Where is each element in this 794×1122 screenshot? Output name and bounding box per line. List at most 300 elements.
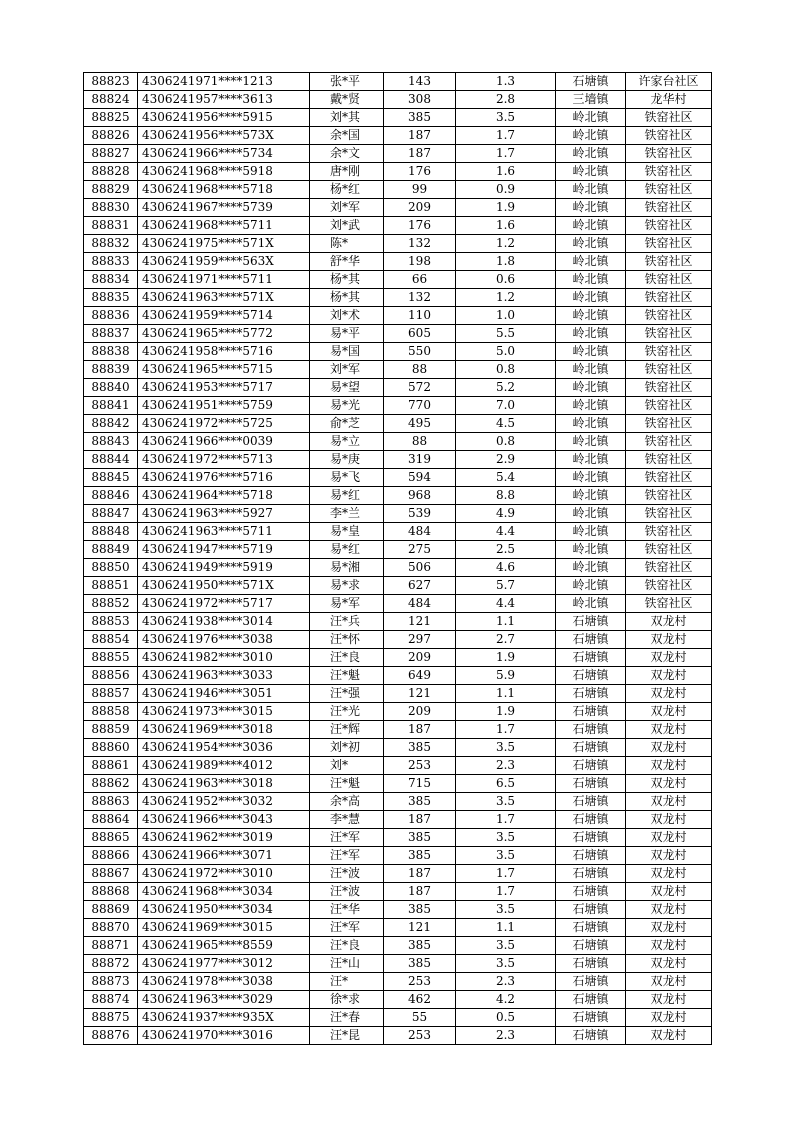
amount-cell: 198 [384,253,456,271]
name-text: 易*湘 [330,560,361,574]
town-cell: 石塘镇 [556,631,626,649]
id-number-cell: 4306241976****5716 [138,469,310,487]
town-cell: 岭北镇 [556,361,626,379]
row-id-cell: 88865 [84,829,138,847]
name-text: 易*国 [330,344,361,358]
row-id-cell: 88850 [84,559,138,577]
table-row [84,919,712,937]
village-cell: 铁窑社区 [626,523,712,541]
table-row [84,1009,712,1027]
name-text: 易*红 [330,542,361,556]
amount-cell: 462 [384,991,456,1009]
name-text: 刘*其 [330,110,361,124]
name-cell [310,973,384,991]
table-row [84,163,712,181]
table-row [84,541,712,559]
row-id-cell: 88826 [84,127,138,145]
name-cell [310,541,384,559]
town-cell: 岭北镇 [556,235,626,253]
area-cell: 3.5 [456,829,556,847]
town-cell: 岭北镇 [556,163,626,181]
village-cell: 双龙村 [626,955,712,973]
table-row [84,829,712,847]
table-row [84,487,712,505]
name-text: 刘*军 [330,200,361,214]
row-id-cell: 88827 [84,145,138,163]
name-cell [310,613,384,631]
area-cell: 1.2 [456,289,556,307]
village-cell: 双龙村 [626,703,712,721]
town-cell: 石塘镇 [556,865,626,883]
town-cell: 岭北镇 [556,109,626,127]
village-cell: 铁窑社区 [626,397,712,415]
row-id-cell: 88832 [84,235,138,253]
name-cell [310,559,384,577]
area-cell: 2.3 [456,973,556,991]
village-cell: 双龙村 [626,865,712,883]
table-row [84,181,712,199]
id-number-cell: 4306241978****3038 [138,973,310,991]
id-number-cell: 4306241982****3010 [138,649,310,667]
amount-cell: 187 [384,145,456,163]
row-id-cell: 88835 [84,289,138,307]
row-id-cell: 88853 [84,613,138,631]
table-row [84,127,712,145]
table-row [84,685,712,703]
id-number-cell: 4306241965****5715 [138,361,310,379]
village-cell: 双龙村 [626,901,712,919]
name-cell [310,901,384,919]
id-number-cell: 4306241949****5919 [138,559,310,577]
name-cell [310,919,384,937]
area-cell: 8.8 [456,487,556,505]
amount-cell: 132 [384,289,456,307]
id-number-cell: 4306241969****3018 [138,721,310,739]
village-cell: 铁窑社区 [626,217,712,235]
id-number-cell: 4306241954****3036 [138,739,310,757]
name-text: 李*慧 [330,812,361,826]
amount-cell: 55 [384,1009,456,1027]
town-cell: 岭北镇 [556,541,626,559]
table-row [84,235,712,253]
name-cell [310,595,384,613]
id-number-cell: 4306241957****3613 [138,91,310,109]
id-number-cell: 4306241963****571X [138,289,310,307]
amount-cell: 176 [384,163,456,181]
row-id-cell: 88851 [84,577,138,595]
amount-cell: 385 [384,793,456,811]
town-cell: 石塘镇 [556,847,626,865]
name-cell [310,253,384,271]
amount-cell: 506 [384,559,456,577]
village-cell: 双龙村 [626,811,712,829]
amount-cell: 253 [384,973,456,991]
amount-cell: 121 [384,613,456,631]
village-cell: 铁窑社区 [626,559,712,577]
town-cell: 岭北镇 [556,397,626,415]
amount-cell: 495 [384,415,456,433]
row-id-cell: 88830 [84,199,138,217]
town-cell: 岭北镇 [556,379,626,397]
town-cell: 岭北镇 [556,469,626,487]
area-cell: 0.9 [456,181,556,199]
area-cell: 1.3 [456,73,556,91]
amount-cell: 99 [384,181,456,199]
town-cell: 石塘镇 [556,793,626,811]
name-cell [310,775,384,793]
name-text: 汪*波 [330,884,361,898]
table-row [84,955,712,973]
area-cell: 4.6 [456,559,556,577]
table-row [84,667,712,685]
name-cell [310,289,384,307]
table-row [84,415,712,433]
village-cell: 许家台社区 [626,73,712,91]
amount-cell: 187 [384,811,456,829]
town-cell: 石塘镇 [556,775,626,793]
name-text: 俞*芝 [330,416,361,430]
village-cell: 铁窑社区 [626,469,712,487]
table-row [84,145,712,163]
amount-cell: 110 [384,307,456,325]
row-id-cell: 88873 [84,973,138,991]
name-text: 汪*良 [330,938,361,952]
name-text: 杨*其 [330,290,361,304]
table-row [84,433,712,451]
name-cell [310,829,384,847]
amount-cell: 66 [384,271,456,289]
table-row [84,721,712,739]
town-cell: 石塘镇 [556,973,626,991]
name-cell [310,937,384,955]
table-row [84,451,712,469]
table-row [84,109,712,127]
amount-cell: 143 [384,73,456,91]
town-cell: 岭北镇 [556,343,626,361]
area-cell: 1.1 [456,685,556,703]
name-cell [310,181,384,199]
table-row [84,505,712,523]
table-row [84,847,712,865]
row-id-cell: 88857 [84,685,138,703]
id-number-cell: 4306241972****5717 [138,595,310,613]
amount-cell: 484 [384,523,456,541]
row-id-cell: 88861 [84,757,138,775]
name-text: 易*皇 [330,524,361,538]
table-row [84,523,712,541]
row-id-cell: 88834 [84,271,138,289]
table-row [84,325,712,343]
row-id-cell: 88872 [84,955,138,973]
name-text: 戴*贤 [330,92,361,106]
id-number-cell: 4306241969****3015 [138,919,310,937]
name-cell [310,343,384,361]
id-number-cell: 4306241968****3034 [138,883,310,901]
name-text: 余*文 [330,146,361,160]
id-number-cell: 4306241963****3018 [138,775,310,793]
id-number-cell: 4306241956****573X [138,127,310,145]
table-row [84,559,712,577]
village-cell: 铁窑社区 [626,361,712,379]
name-text: 陈* [330,236,349,250]
name-cell [310,649,384,667]
village-cell: 铁窑社区 [626,181,712,199]
amount-cell: 319 [384,451,456,469]
town-cell: 岭北镇 [556,523,626,541]
amount-cell: 385 [384,955,456,973]
table-row [84,469,712,487]
amount-cell: 484 [384,595,456,613]
name-cell [310,523,384,541]
name-cell [310,685,384,703]
area-cell: 3.5 [456,937,556,955]
area-cell: 1.7 [456,721,556,739]
name-text: 易*光 [330,398,361,412]
amount-cell: 253 [384,757,456,775]
amount-cell: 605 [384,325,456,343]
town-cell: 岭北镇 [556,307,626,325]
name-text: 汪*怀 [330,632,361,646]
area-cell: 4.9 [456,505,556,523]
area-cell: 2.3 [456,1027,556,1045]
table-row [84,883,712,901]
area-cell: 3.5 [456,739,556,757]
area-cell: 1.7 [456,811,556,829]
row-id-cell: 88866 [84,847,138,865]
id-number-cell: 4306241953****5717 [138,379,310,397]
amount-cell: 88 [384,433,456,451]
area-cell: 3.5 [456,847,556,865]
row-id-cell: 88844 [84,451,138,469]
town-cell: 岭北镇 [556,199,626,217]
town-cell: 三墙镇 [556,91,626,109]
name-text: 易*望 [330,380,361,394]
id-number-cell: 4306241971****1213 [138,73,310,91]
name-cell [310,1009,384,1027]
id-number-cell: 4306241963****5927 [138,505,310,523]
village-cell: 铁窑社区 [626,487,712,505]
name-text: 汪*军 [330,830,361,844]
amount-cell: 572 [384,379,456,397]
table-row [84,865,712,883]
row-id-cell: 88874 [84,991,138,1009]
village-cell: 铁窑社区 [626,541,712,559]
area-cell: 6.5 [456,775,556,793]
id-number-cell: 4306241970****3016 [138,1027,310,1045]
name-text: 汪*昆 [330,1028,361,1042]
name-cell [310,91,384,109]
town-cell: 石塘镇 [556,811,626,829]
amount-cell: 253 [384,1027,456,1045]
village-cell: 双龙村 [626,847,712,865]
town-cell: 岭北镇 [556,289,626,307]
name-text: 汪*波 [330,866,361,880]
name-text: 汪*兵 [330,614,361,628]
row-id-cell: 88838 [84,343,138,361]
village-cell: 铁窑社区 [626,379,712,397]
village-cell: 铁窑社区 [626,415,712,433]
id-number-cell: 4306241958****5716 [138,343,310,361]
row-id-cell: 88860 [84,739,138,757]
id-number-cell: 4306241964****5718 [138,487,310,505]
area-cell: 7.0 [456,397,556,415]
id-number-cell: 4306241966****3071 [138,847,310,865]
name-text: 易*立 [330,434,361,448]
village-cell: 双龙村 [626,937,712,955]
village-cell: 双龙村 [626,991,712,1009]
row-id-cell: 88849 [84,541,138,559]
village-cell: 铁窑社区 [626,325,712,343]
village-cell: 双龙村 [626,649,712,667]
village-cell: 铁窑社区 [626,289,712,307]
name-cell [310,505,384,523]
id-number-cell: 4306241965****5772 [138,325,310,343]
amount-cell: 649 [384,667,456,685]
name-text: 汪*春 [330,1010,361,1024]
name-text: 易*飞 [330,470,361,484]
town-cell: 岭北镇 [556,217,626,235]
id-number-cell: 4306241951****5759 [138,397,310,415]
name-text: 汪* [330,974,349,988]
id-number-cell: 4306241968****5711 [138,217,310,235]
row-id-cell: 88843 [84,433,138,451]
amount-cell: 385 [384,829,456,847]
amount-cell: 121 [384,919,456,937]
id-number-cell: 4306241966****0039 [138,433,310,451]
amount-cell: 385 [384,847,456,865]
town-cell: 岭北镇 [556,577,626,595]
amount-cell: 209 [384,703,456,721]
id-number-cell: 4306241966****3043 [138,811,310,829]
row-id-cell: 88846 [84,487,138,505]
village-cell: 铁窑社区 [626,163,712,181]
id-number-cell: 4306241938****3014 [138,613,310,631]
area-cell: 0.6 [456,271,556,289]
name-text: 易*庚 [330,452,361,466]
name-cell [310,415,384,433]
table-row [84,199,712,217]
name-cell [310,793,384,811]
table-row [84,757,712,775]
amount-cell: 209 [384,199,456,217]
name-text: 余*国 [330,128,361,142]
row-id-cell: 88831 [84,217,138,235]
village-cell: 双龙村 [626,775,712,793]
town-cell: 石塘镇 [556,991,626,1009]
area-cell: 2.5 [456,541,556,559]
row-id-cell: 88829 [84,181,138,199]
name-text: 汪*山 [330,956,361,970]
village-cell: 铁窑社区 [626,127,712,145]
village-cell: 双龙村 [626,1027,712,1045]
id-number-cell: 4306241963****3033 [138,667,310,685]
village-cell: 铁窑社区 [626,199,712,217]
area-cell: 1.6 [456,163,556,181]
area-cell: 3.5 [456,901,556,919]
row-id-cell: 88839 [84,361,138,379]
amount-cell: 594 [384,469,456,487]
id-number-cell: 4306241975****571X [138,235,310,253]
id-number-cell: 4306241972****3010 [138,865,310,883]
table-row [84,703,712,721]
town-cell: 岭北镇 [556,559,626,577]
row-id-cell: 88876 [84,1027,138,1045]
name-cell [310,811,384,829]
row-id-cell: 88837 [84,325,138,343]
name-text: 汪*华 [330,902,361,916]
name-text: 汪*良 [330,650,361,664]
table-row [84,793,712,811]
id-number-cell: 4306241946****3051 [138,685,310,703]
area-cell: 1.7 [456,145,556,163]
area-cell: 2.8 [456,91,556,109]
table-row [84,271,712,289]
amount-cell: 275 [384,541,456,559]
amount-cell: 88 [384,361,456,379]
table-row [84,397,712,415]
name-text: 张*平 [330,74,361,88]
name-text: 汪*魁 [330,668,361,682]
village-cell: 铁窑社区 [626,271,712,289]
town-cell: 石塘镇 [556,937,626,955]
town-cell: 岭北镇 [556,181,626,199]
area-cell: 1.8 [456,253,556,271]
row-id-cell: 88836 [84,307,138,325]
name-cell [310,271,384,289]
village-cell: 双龙村 [626,739,712,757]
village-cell: 双龙村 [626,1009,712,1027]
town-cell: 石塘镇 [556,667,626,685]
id-number-cell: 4306241956****5915 [138,109,310,127]
village-cell: 双龙村 [626,631,712,649]
town-cell: 岭北镇 [556,487,626,505]
row-id-cell: 88868 [84,883,138,901]
name-text: 刘*术 [330,308,361,322]
row-id-cell: 88825 [84,109,138,127]
id-number-cell: 4306241968****5918 [138,163,310,181]
row-id-cell: 88875 [84,1009,138,1027]
id-number-cell: 4306241968****5718 [138,181,310,199]
row-id-cell: 88862 [84,775,138,793]
amount-cell: 187 [384,883,456,901]
village-cell: 铁窑社区 [626,451,712,469]
name-cell [310,163,384,181]
name-text: 汪*辉 [330,722,361,736]
id-number-cell: 4306241959****563X [138,253,310,271]
name-cell [310,991,384,1009]
table-row [84,379,712,397]
village-cell: 双龙村 [626,919,712,937]
name-text: 李*兰 [330,506,361,520]
name-cell [310,703,384,721]
row-id-cell: 88871 [84,937,138,955]
town-cell: 石塘镇 [556,685,626,703]
area-cell: 1.1 [456,613,556,631]
table-row [84,991,712,1009]
village-cell: 铁窑社区 [626,235,712,253]
area-cell: 1.9 [456,649,556,667]
id-number-cell: 4306241937****935X [138,1009,310,1027]
area-cell: 1.2 [456,235,556,253]
town-cell: 石塘镇 [556,955,626,973]
id-number-cell: 4306241959****5714 [138,307,310,325]
name-cell [310,721,384,739]
town-cell: 岭北镇 [556,595,626,613]
town-cell: 石塘镇 [556,613,626,631]
name-cell [310,433,384,451]
name-cell [310,397,384,415]
amount-cell: 770 [384,397,456,415]
